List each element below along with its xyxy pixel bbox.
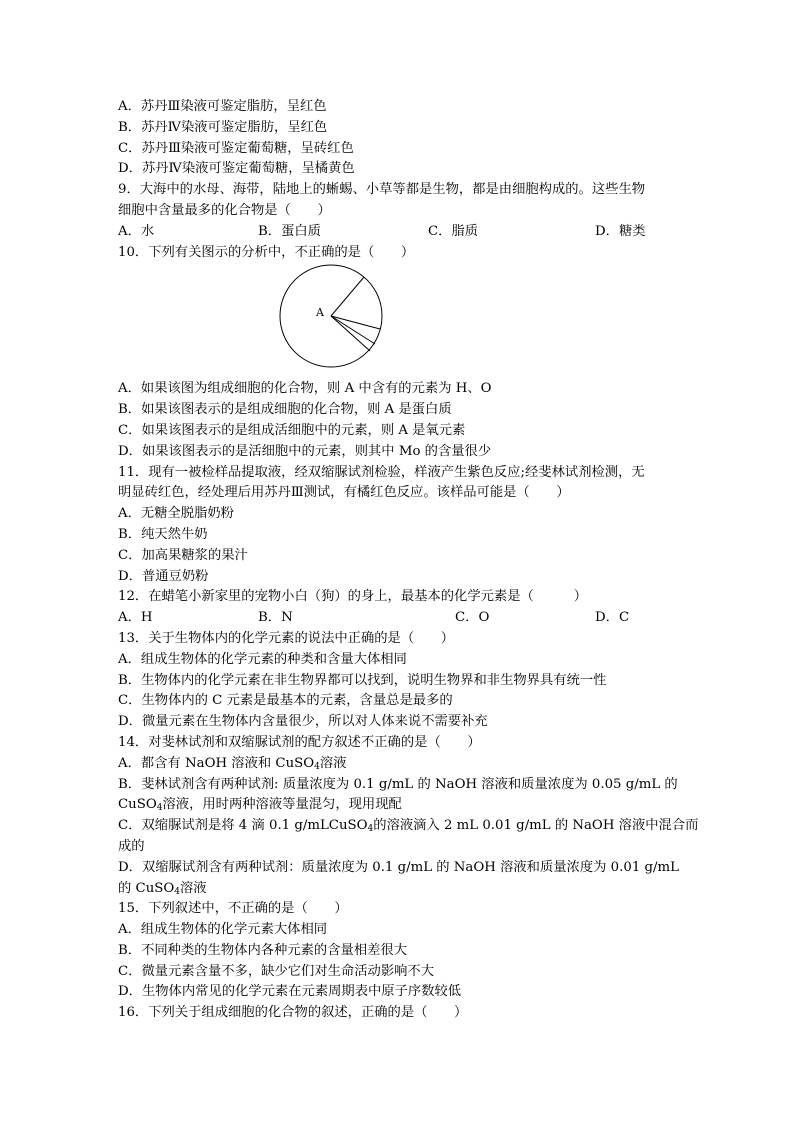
q14-stem: 14．对斐林试剂和双缩脲试剂的配方叙述不正确的是（ ） [118, 734, 481, 750]
pie-divider-3 [331, 316, 375, 344]
q14-option-a-text: A．都含有 NaOH 溶液和 CuSO [118, 755, 315, 771]
q14-option-c-line2: 成的 [118, 838, 145, 854]
q10-option-c: C．如果该图表示的是组成活细胞中的元素，则 A 是氧元素 [118, 422, 466, 438]
q13-option-b: B．生物体内的化学元素在非生物界都可以找到，说明生物界和非生物界具有统一性 [118, 672, 607, 688]
q14-option-d-line2 [118, 879, 688, 900]
q8-option-a: A．苏丹Ⅲ染液可鉴定脂肪，呈红色 [118, 99, 327, 114]
pie-label-a: A [316, 306, 324, 320]
q14-option-c-text: C．双缩脲试剂是将 4 滴 0.1 g/mLCuSO [118, 818, 368, 834]
q11-stem-line2: 明显砖红色，经处理后用苏丹Ⅲ测试，有橘红色反应。该样品可能是（ ） [118, 485, 570, 501]
q9-stem-line1: 9．大海中的水母、海带，陆地上的蜥蜴、小草等都是生物，都是由细胞构成的。这些生物 [118, 182, 646, 198]
q10-option-a: A．如果该图为组成细胞的化合物，则 A 中含有的元素为 H、O [118, 381, 492, 397]
q14-option-d-tail: 溶液 [180, 880, 207, 896]
q14-option-a-tail: 溶液 [319, 755, 347, 771]
q12-options [118, 608, 688, 629]
q11-option-d: D．普通豆奶粉 [118, 568, 209, 584]
q14-option-d-line1: D．双缩脲试剂含有两种试剂：质量浓度为 0.1 g/mL 的 NaOH 溶液和质量浓度为 0.01 g/mL [118, 859, 679, 875]
q9-option-d: D．糖类 [595, 223, 646, 239]
q9-option-c: C．脂质 [428, 223, 479, 239]
q14-option-a [118, 754, 688, 775]
q11-option-c: C．加高果糖浆的果汁 [118, 547, 248, 563]
q14-option-a-sub: 4 [314, 761, 320, 772]
q14-option-b-line1: B．斐林试剂含有两种试剂: 质量浓度为 0.1 g/mL 的 NaOH 溶液和质量浓度为 0.05 g/mL 的 [118, 776, 678, 792]
q11-option-b: B．纯天然牛奶 [118, 526, 208, 542]
q14-option-d-sub: 4 [174, 886, 181, 897]
q9-options [118, 222, 688, 243]
pie-chart-diagram [278, 263, 388, 373]
q15-option-b: B．不同种类的生物体内各种元素的含量相差很大 [118, 942, 408, 958]
q14-option-c-sub: 4 [367, 824, 374, 835]
q11-stem-line1: 11．现有一被检样品提取液，经双缩脲试剂检验，样液产生紫色反应;经斐林试剂检测，无 [118, 464, 645, 480]
q10-stem: 10．下列有关图示的分析中，不正确的是（ ） [118, 244, 415, 260]
q15-option-d: D．生物体内常见的化学元素在元素周期表中原子序数较低 [118, 984, 462, 1000]
q12-option-a: A．H [118, 610, 153, 626]
q14-option-b-sub: 4 [156, 803, 163, 814]
q12-stem: 12．在蜡笔小新家里的宠物小白（狗）的身上，最基本的化学元素是（ ） [118, 589, 588, 605]
q13-stem: 13．关于生物体内的化学元素的说法中正确的是（ ） [118, 630, 455, 646]
q8-option-c: C．苏丹Ⅲ染液可鉴定葡萄糖，呈砖红色 [118, 140, 354, 156]
q15-stem: 15．下列叙述中，不正确的是（ ） [118, 901, 348, 917]
q16-stem: 16．下列关于组成细胞的化合物的叙述，正确的是（ ） [118, 1005, 468, 1021]
document-page [118, 97, 699, 1024]
q14-option-b-formula: CuSO [118, 797, 157, 813]
q8-option-d: D．苏丹Ⅳ染液可鉴定葡萄糖，呈橘黄色 [118, 161, 355, 177]
q11-option-a: A．无糖全脱脂奶粉 [118, 506, 234, 522]
q8-option-b: B．苏丹Ⅳ染液可鉴定脂肪，呈红色 [118, 119, 328, 135]
q12-option-b: B．N [258, 610, 293, 626]
q9-stem-line2: 细胞中含量最多的化合物是（ ） [118, 202, 331, 218]
q14-option-d-formula: 的 CuSO [118, 880, 175, 896]
q14-option-c-tail: 的溶液滴入 2 mL 0.01 g/mL 的 NaOH 溶液中混合而 [373, 818, 699, 834]
q10-pie-figure [118, 263, 688, 379]
q15-option-c: C．微量元素含量不多，缺少它们对生命活动影响不大 [118, 963, 435, 979]
q14-option-b-line2 [118, 795, 688, 816]
q15-option-a: A．组成生物体的化学元素大体相同 [118, 922, 328, 938]
q12-option-c: C．O [455, 610, 490, 626]
q9-option-a: A．水 [118, 223, 155, 239]
q10-option-d: D．如果该图表示的是活细胞中的元素，则其中 Mo 的含量很少 [118, 443, 492, 459]
q10-option-b: B．如果该图表示的是组成细胞的化合物，则 A 是蛋白质 [118, 402, 452, 418]
q14-option-b-tail: 溶液，用时两种溶液等量混匀，现用现配 [162, 797, 402, 813]
q12-option-d: D．C [595, 610, 630, 626]
q13-option-d: D．微量元素在生物体内含量很少，所以对人体来说不需要补充 [118, 714, 488, 730]
q13-option-a: A．组成生物体的化学元素的种类和含量大体相同 [118, 651, 407, 667]
q14-option-c-line1 [118, 816, 699, 837]
q9-option-b: B．蛋白质 [258, 223, 321, 239]
pie-divider-1 [331, 277, 364, 316]
q13-option-c: C．生物体内的 C 元素是最基本的元素，含量总是最多的 [118, 693, 453, 709]
